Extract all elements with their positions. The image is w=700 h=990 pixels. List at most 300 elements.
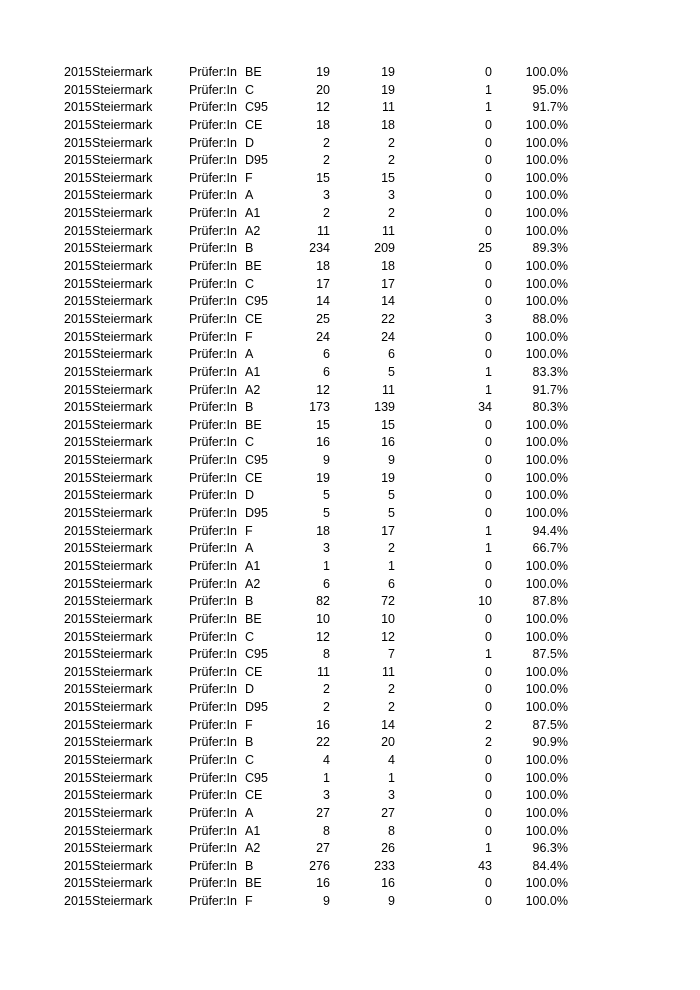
license-class-cell: A [245,347,254,362]
table-row [0,576,700,594]
table-row [0,152,700,170]
license-class-cell: CE [245,470,263,485]
license-class-cell: A1 [245,364,261,379]
pass-rate-cell: 84.4% [532,858,568,873]
region-cell: Steiermark [92,329,153,344]
pass-rate-cell: 94.4% [532,523,568,538]
year-cell: 2015 [64,294,92,309]
passed-count-cell: 17 [381,276,395,291]
role-cell: Prüfer:In [189,135,237,150]
total-count-cell: 9 [323,453,330,468]
region-cell: Steiermark [92,788,153,803]
license-class-cell: A2 [245,223,261,238]
pass-rate-cell: 100.0% [525,876,568,891]
total-count-cell: 19 [316,65,330,79]
region-cell: Steiermark [92,752,153,767]
failed-count-cell: 0 [485,294,492,309]
license-class-cell: CE [245,311,263,326]
year-cell: 2015 [64,558,92,573]
failed-count-cell: 0 [485,223,492,238]
table-row [0,82,700,100]
passed-count-cell: 11 [382,664,395,679]
region-cell: Steiermark [92,717,153,732]
license-class-cell: C95 [245,294,268,309]
role-cell: Prüfer:In [189,541,237,556]
region-cell: Steiermark [92,417,153,432]
license-class-cell: BE [245,259,262,274]
license-class-cell: A1 [245,206,261,221]
role-cell: Prüfer:In [189,647,237,662]
table-row [0,770,700,788]
license-class-cell: F [245,717,253,732]
passed-count-cell: 14 [381,717,395,732]
table-row [0,629,700,647]
passed-count-cell: 8 [388,823,395,838]
pass-rate-cell: 100.0% [525,347,568,362]
license-class-cell: D [245,682,255,697]
table-row [0,293,700,311]
failed-count-cell: 0 [485,664,492,679]
passed-count-cell: 2 [388,206,395,221]
table-row [0,99,700,117]
license-class-cell: A [245,805,254,820]
total-count-cell: 27 [316,805,330,820]
year-cell: 2015 [64,858,92,873]
pass-rate-cell: 100.0% [525,276,568,291]
region-cell: Steiermark [92,594,153,609]
table-row [0,787,700,805]
passed-count-cell: 16 [381,435,395,450]
total-count-cell: 2 [323,135,330,150]
total-count-cell: 27 [316,841,330,856]
license-class-cell: C [245,276,255,291]
region-cell: Steiermark [92,206,153,221]
table-row [0,452,700,470]
role-cell: Prüfer:In [189,241,237,256]
role-cell: Prüfer:In [189,788,237,803]
pass-rate-cell: 100.0% [525,611,568,626]
total-count-cell: 9 [323,894,330,909]
passed-count-cell: 2 [388,153,395,168]
pass-rate-cell: 88.0% [532,311,568,326]
table-row [0,840,700,858]
region-cell: Steiermark [92,364,153,379]
failed-count-cell: 0 [485,117,492,132]
license-class-cell: C95 [245,770,268,785]
passed-count-cell: 2 [388,700,395,715]
region-cell: Steiermark [92,100,153,115]
role-cell: Prüfer:In [189,858,237,873]
total-count-cell: 234 [309,241,330,256]
year-cell: 2015 [64,541,92,556]
license-class-cell: A2 [245,841,261,856]
failed-count-cell: 0 [485,65,492,79]
role-cell: Prüfer:In [189,170,237,185]
passed-count-cell: 4 [388,752,395,767]
year-cell: 2015 [64,647,92,662]
role-cell: Prüfer:In [189,894,237,909]
pass-rate-cell: 100.0% [525,153,568,168]
failed-count-cell: 0 [485,470,492,485]
role-cell: Prüfer:In [189,558,237,573]
failed-count-cell: 34 [478,400,492,415]
pass-rate-cell: 100.0% [525,506,568,521]
table-row [0,734,700,752]
year-cell: 2015 [64,664,92,679]
role-cell: Prüfer:In [189,417,237,432]
year-cell: 2015 [64,206,92,221]
passed-count-cell: 6 [388,347,395,362]
total-count-cell: 14 [316,294,330,309]
table-row [0,717,700,735]
year-cell: 2015 [64,682,92,697]
table-row [0,399,700,417]
role-cell: Prüfer:In [189,876,237,891]
role-cell: Prüfer:In [189,329,237,344]
total-count-cell: 5 [323,488,330,503]
failed-count-cell: 0 [485,188,492,203]
total-count-cell: 6 [323,576,330,591]
failed-count-cell: 0 [485,558,492,573]
role-cell: Prüfer:In [189,259,237,274]
total-count-cell: 11 [317,664,330,679]
failed-count-cell: 0 [485,629,492,644]
total-count-cell: 2 [323,206,330,221]
failed-count-cell: 0 [485,276,492,291]
role-cell: Prüfer:In [189,576,237,591]
passed-count-cell: 2 [388,541,395,556]
total-count-cell: 276 [309,858,330,873]
table-row [0,329,700,347]
table-row [0,117,700,135]
total-count-cell: 2 [323,682,330,697]
year-cell: 2015 [64,82,92,97]
year-cell: 2015 [64,700,92,715]
passed-count-cell: 9 [388,894,395,909]
pass-rate-cell: 91.7% [532,100,568,115]
region-cell: Steiermark [92,294,153,309]
region-cell: Steiermark [92,259,153,274]
failed-count-cell: 0 [485,823,492,838]
pass-rate-cell: 100.0% [525,223,568,238]
passed-count-cell: 27 [381,805,395,820]
passed-count-cell: 5 [388,488,395,503]
table-row [0,382,700,400]
passed-count-cell: 14 [381,294,395,309]
pass-rate-cell: 100.0% [525,65,568,79]
role-cell: Prüfer:In [189,488,237,503]
total-count-cell: 12 [316,382,330,397]
pass-rate-cell: 100.0% [525,470,568,485]
total-count-cell: 10 [316,611,330,626]
passed-count-cell: 12 [381,629,395,644]
license-class-cell: C [245,82,255,97]
year-cell: 2015 [64,117,92,132]
total-count-cell: 3 [323,541,330,556]
failed-count-cell: 1 [485,647,492,662]
failed-count-cell: 0 [485,435,492,450]
license-class-cell: A1 [245,823,261,838]
license-class-cell: BE [245,65,262,79]
total-count-cell: 16 [316,717,330,732]
year-cell: 2015 [64,417,92,432]
total-count-cell: 25 [316,311,330,326]
table-row [0,875,700,893]
year-cell: 2015 [64,823,92,838]
year-cell: 2015 [64,188,92,203]
failed-count-cell: 0 [485,170,492,185]
role-cell: Prüfer:In [189,752,237,767]
total-count-cell: 6 [323,347,330,362]
year-cell: 2015 [64,135,92,150]
license-class-cell: BE [245,876,262,891]
license-class-cell: C95 [245,453,268,468]
total-count-cell: 8 [323,823,330,838]
license-class-cell: B [245,594,254,609]
total-count-cell: 11 [317,223,330,238]
failed-count-cell: 0 [485,417,492,432]
pass-rate-cell: 100.0% [525,294,568,309]
year-cell: 2015 [64,876,92,891]
license-class-cell: A2 [245,382,261,397]
pass-rate-cell: 90.9% [532,735,568,750]
region-cell: Steiermark [92,153,153,168]
failed-count-cell: 0 [485,506,492,521]
region-cell: Steiermark [92,135,153,150]
table-row [0,487,700,505]
failed-count-cell: 1 [485,364,492,379]
passed-count-cell: 139 [374,400,395,415]
region-cell: Steiermark [92,470,153,485]
table-row [0,135,700,153]
pass-rate-cell: 100.0% [525,435,568,450]
year-cell: 2015 [64,752,92,767]
year-cell: 2015 [64,523,92,538]
table-row [0,240,700,258]
license-class-cell: F [245,523,253,538]
passed-count-cell: 18 [381,259,395,274]
year-cell: 2015 [64,717,92,732]
failed-count-cell: 0 [485,153,492,168]
table-row [0,664,700,682]
region-cell: Steiermark [92,611,153,626]
failed-count-cell: 1 [485,523,492,538]
role-cell: Prüfer:In [189,717,237,732]
passed-count-cell: 11 [382,100,395,115]
total-count-cell: 15 [316,170,330,185]
total-count-cell: 16 [316,435,330,450]
license-class-cell: BE [245,611,262,626]
year-cell: 2015 [64,382,92,397]
role-cell: Prüfer:In [189,770,237,785]
passed-count-cell: 72 [381,594,395,609]
passed-count-cell: 26 [381,841,395,856]
total-count-cell: 6 [323,364,330,379]
failed-count-cell: 0 [485,259,492,274]
total-count-cell: 15 [316,417,330,432]
year-cell: 2015 [64,329,92,344]
failed-count-cell: 0 [485,752,492,767]
role-cell: Prüfer:In [189,100,237,115]
region-cell: Steiermark [92,488,153,503]
total-count-cell: 12 [316,629,330,644]
failed-count-cell: 25 [478,241,492,256]
region-cell: Steiermark [92,664,153,679]
year-cell: 2015 [64,841,92,856]
license-class-cell: CE [245,788,263,803]
table-row [0,646,700,664]
table-row [0,276,700,294]
role-cell: Prüfer:In [189,382,237,397]
region-cell: Steiermark [92,682,153,697]
role-cell: Prüfer:In [189,188,237,203]
license-class-cell: B [245,735,254,750]
license-class-cell: A [245,541,254,556]
total-count-cell: 8 [323,647,330,662]
table-row [0,311,700,329]
license-class-cell: F [245,894,253,909]
region-cell: Steiermark [92,629,153,644]
table-row [0,364,700,382]
pass-rate-cell: 66.7% [532,541,568,556]
pass-rate-cell: 100.0% [525,664,568,679]
license-class-cell: C [245,752,255,767]
failed-count-cell: 1 [485,82,492,97]
passed-count-cell: 16 [381,876,395,891]
year-cell: 2015 [64,347,92,362]
failed-count-cell: 2 [485,717,492,732]
total-count-cell: 4 [323,752,330,767]
region-cell: Steiermark [92,576,153,591]
pass-rate-cell: 100.0% [525,805,568,820]
table-row [0,752,700,770]
failed-count-cell: 0 [485,682,492,697]
role-cell: Prüfer:In [189,823,237,838]
role-cell: Prüfer:In [189,206,237,221]
region-cell: Steiermark [92,523,153,538]
table-row [0,699,700,717]
total-count-cell: 1 [323,558,330,573]
failed-count-cell: 1 [485,841,492,856]
region-cell: Steiermark [92,770,153,785]
pass-rate-cell: 100.0% [525,117,568,132]
passed-count-cell: 15 [381,417,395,432]
role-cell: Prüfer:In [189,276,237,291]
role-cell: Prüfer:In [189,153,237,168]
total-count-cell: 17 [316,276,330,291]
table-row [0,346,700,364]
region-cell: Steiermark [92,735,153,750]
role-cell: Prüfer:In [189,470,237,485]
role-cell: Prüfer:In [189,400,237,415]
table-row [0,258,700,276]
year-cell: 2015 [64,488,92,503]
role-cell: Prüfer:In [189,664,237,679]
role-cell: Prüfer:In [189,82,237,97]
pass-rate-cell: 100.0% [525,788,568,803]
total-count-cell: 2 [323,153,330,168]
year-cell: 2015 [64,276,92,291]
year-cell: 2015 [64,894,92,909]
region-cell: Steiermark [92,170,153,185]
year-cell: 2015 [64,259,92,274]
total-count-cell: 20 [316,82,330,97]
passed-count-cell: 20 [381,735,395,750]
license-class-cell: B [245,400,254,415]
failed-count-cell: 10 [478,594,492,609]
table-row [0,64,700,82]
passed-count-cell: 22 [381,311,395,326]
failed-count-cell: 0 [485,488,492,503]
region-cell: Steiermark [92,894,153,909]
region-cell: Steiermark [92,858,153,873]
region-cell: Steiermark [92,223,153,238]
table-row [0,417,700,435]
passed-count-cell: 19 [381,82,395,97]
total-count-cell: 5 [323,506,330,521]
pass-rate-cell: 100.0% [525,823,568,838]
license-class-cell: A2 [245,576,261,591]
license-class-cell: CE [245,664,263,679]
pass-rate-cell: 95.0% [532,82,568,97]
role-cell: Prüfer:In [189,65,237,79]
passed-count-cell: 19 [381,65,395,79]
license-class-cell: D95 [245,700,268,715]
region-cell: Steiermark [92,805,153,820]
year-cell: 2015 [64,223,92,238]
pass-rate-cell: 100.0% [525,329,568,344]
passed-count-cell: 233 [374,858,395,873]
failed-count-cell: 0 [485,329,492,344]
table-row [0,858,700,876]
total-count-cell: 18 [316,523,330,538]
region-cell: Steiermark [92,241,153,256]
passed-count-cell: 7 [388,647,395,662]
passed-count-cell: 24 [381,329,395,344]
year-cell: 2015 [64,364,92,379]
total-count-cell: 18 [316,259,330,274]
role-cell: Prüfer:In [189,223,237,238]
year-cell: 2015 [64,506,92,521]
region-cell: Steiermark [92,65,153,79]
pass-rate-cell: 100.0% [525,135,568,150]
license-class-cell: B [245,858,254,873]
year-cell: 2015 [64,435,92,450]
license-class-cell: B [245,241,254,256]
failed-count-cell: 0 [485,135,492,150]
failed-count-cell: 0 [485,700,492,715]
year-cell: 2015 [64,788,92,803]
passed-count-cell: 3 [388,788,395,803]
failed-count-cell: 0 [485,347,492,362]
total-count-cell: 16 [316,876,330,891]
total-count-cell: 22 [316,735,330,750]
year-cell: 2015 [64,170,92,185]
total-count-cell: 173 [309,400,330,415]
passed-count-cell: 18 [381,117,395,132]
total-count-cell: 18 [316,117,330,132]
region-cell: Steiermark [92,117,153,132]
failed-count-cell: 0 [485,576,492,591]
license-class-cell: C95 [245,647,268,662]
table-row [0,593,700,611]
total-count-cell: 3 [323,788,330,803]
role-cell: Prüfer:In [189,294,237,309]
role-cell: Prüfer:In [189,611,237,626]
table-row [0,434,700,452]
license-class-cell: BE [245,417,262,432]
year-cell: 2015 [64,576,92,591]
